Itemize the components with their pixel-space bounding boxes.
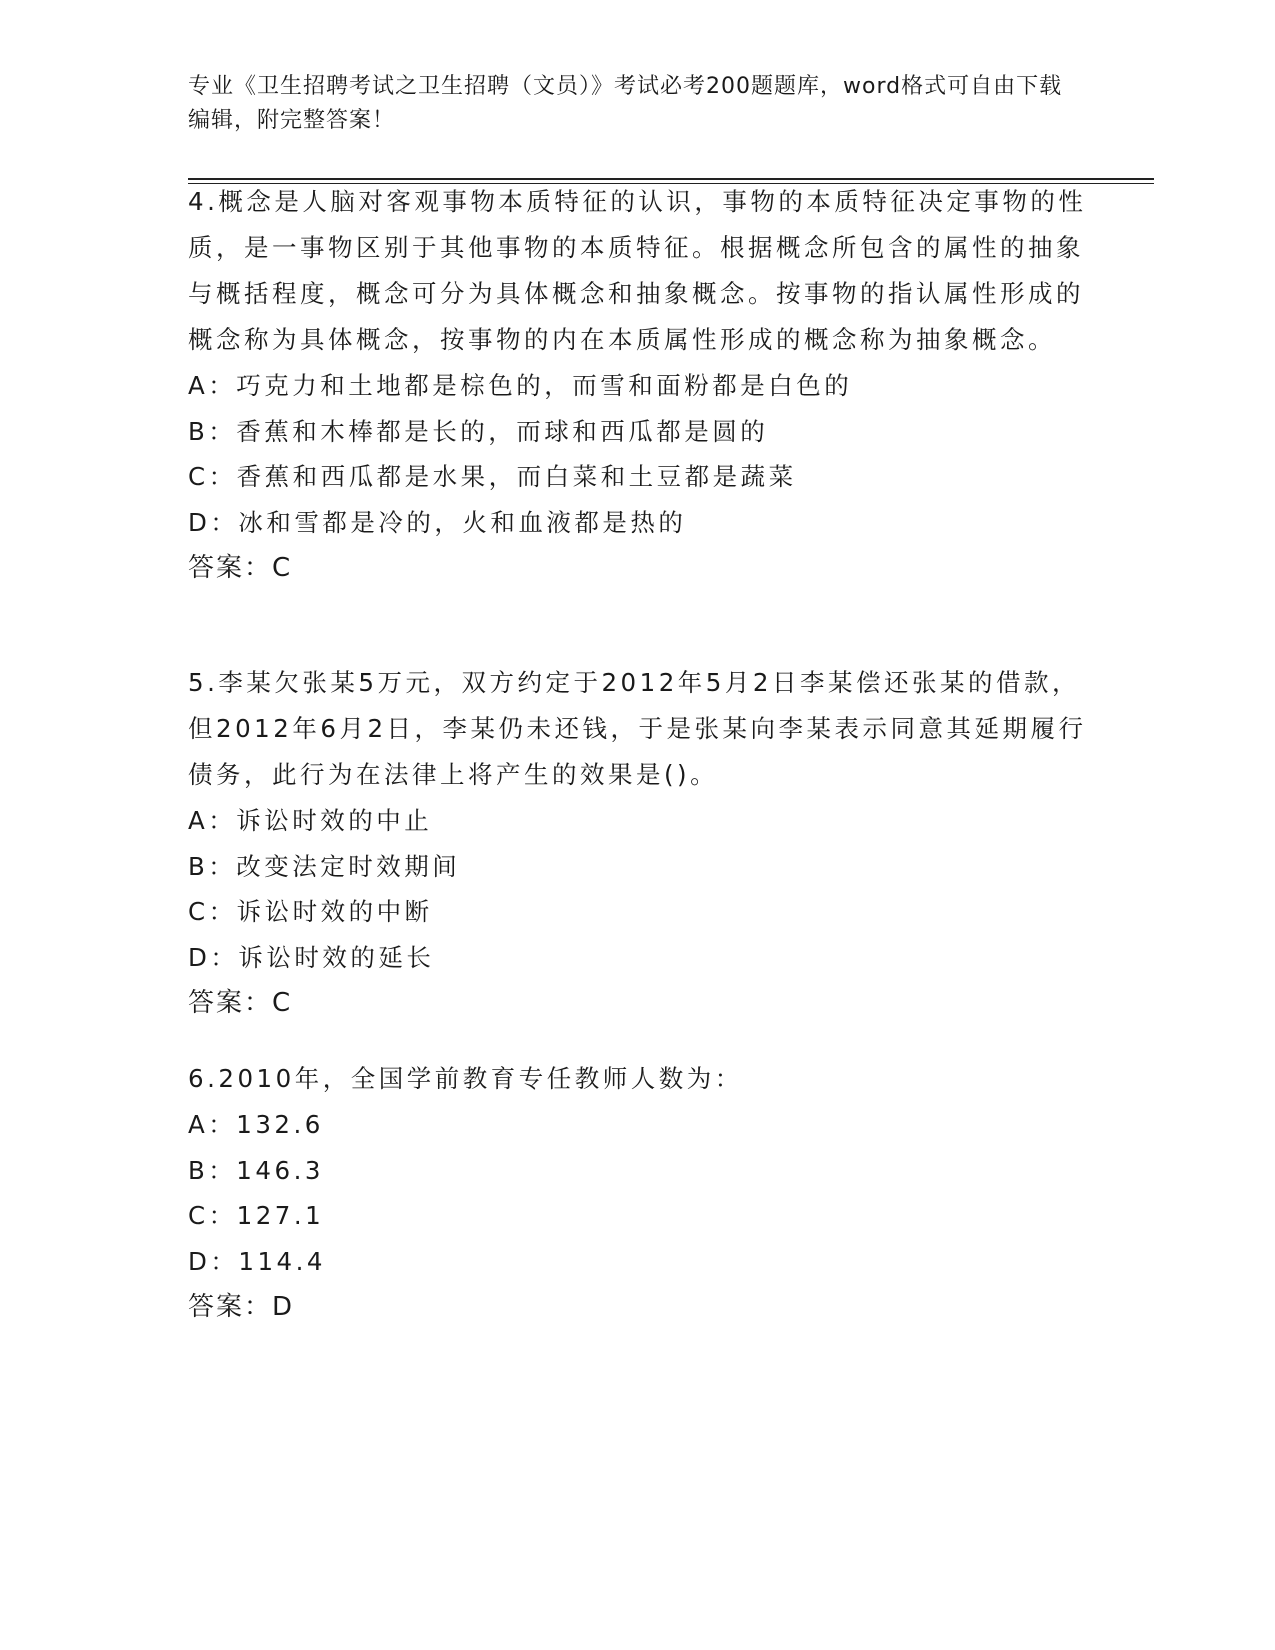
option-d: D：114.4 bbox=[188, 1246, 327, 1276]
option-d: D：冰和雪都是冷的，火和血液都是热的 bbox=[188, 507, 687, 537]
option-c: C：127.1 bbox=[188, 1201, 325, 1230]
option-a: A：132.6 bbox=[188, 1110, 324, 1139]
option-a: A：诉讼时效的中止 bbox=[188, 806, 433, 835]
option-b: B：146.3 bbox=[188, 1155, 324, 1185]
option-c: C：香蕉和西瓜都是水果，而白菜和土豆都是蔬菜 bbox=[188, 462, 797, 491]
option-d: D：诉讼时效的延长 bbox=[188, 942, 435, 972]
question-stem: 6.2010年，全国学前教育专任教师人数为： bbox=[188, 1064, 743, 1093]
document-header: 专业《卫生招聘考试之卫生招聘（文员）》考试必考200题题库，word格式可自由下载编辑，附完整答案！ bbox=[188, 74, 1063, 133]
question-4 bbox=[188, 179, 1088, 591]
option-b: B：改变法定时效期间 bbox=[188, 851, 461, 881]
question-6 bbox=[188, 1056, 1088, 1330]
answer: 答案：C bbox=[188, 988, 293, 1018]
question-stem: 5.李某欠张某5万元，双方约定于2012年5月2日李某偿还张某的借款，但2012年6月2日，李某仍未还钱，于是张某向李某表示同意其延期履行债务，此行为在法律上将产生的效果是()。 bbox=[188, 668, 1087, 789]
answer: 答案：C bbox=[188, 553, 293, 583]
option-c: C：诉讼时效的中断 bbox=[188, 897, 433, 926]
question-5 bbox=[188, 660, 1088, 1026]
question-stem: 4.概念是人脑对客观事物本质特征的认识，事物的本质特征决定事物的性质，是一事物区别于其他事物的本质特征。根据概念所包含的属性的抽象与概括程度，概念可分为具体概念和抽象概念。按事物的指认属性形成的概念称为具体概念，按事物的内在本质属性形成的概念称为抽象概念。 bbox=[188, 187, 1087, 354]
option-b: B：香蕉和木棒都是长的，而球和西瓜都是圆的 bbox=[188, 416, 769, 446]
option-a: A：巧克力和土地都是棕色的，而雪和面粉都是白色的 bbox=[188, 371, 853, 400]
answer: 答案：D bbox=[188, 1292, 295, 1322]
